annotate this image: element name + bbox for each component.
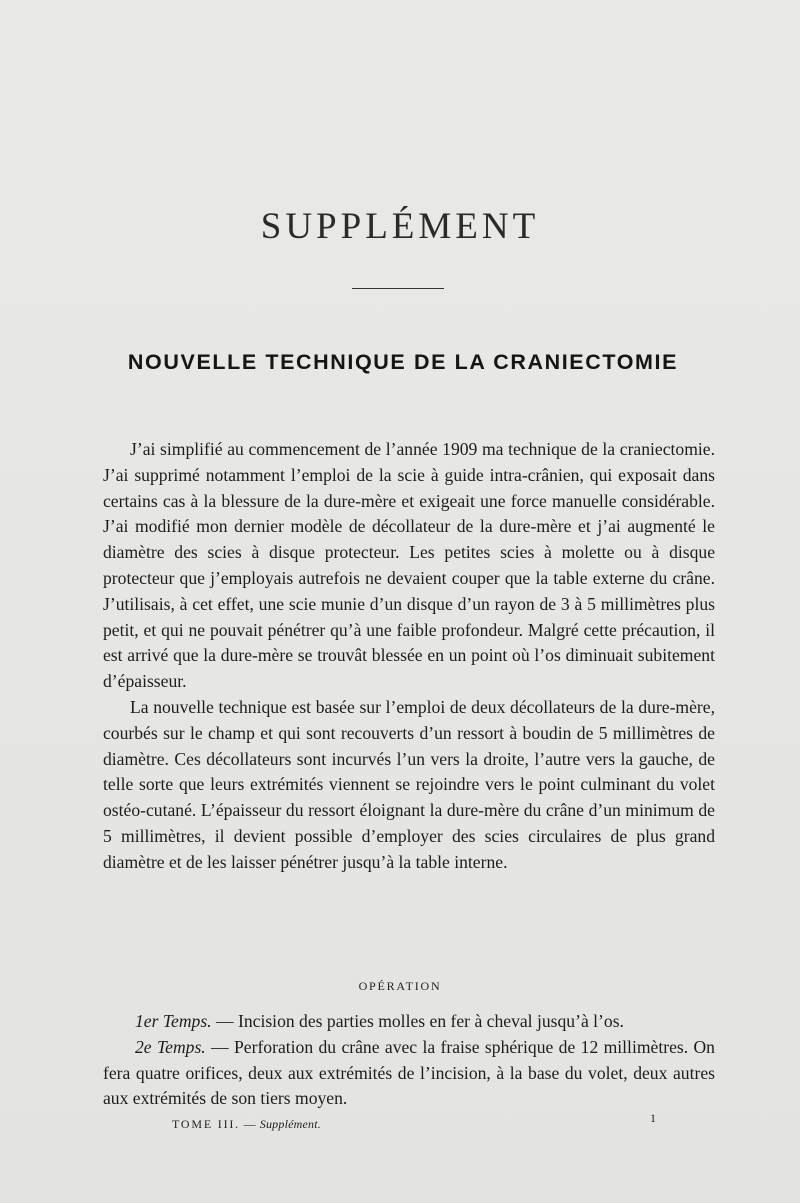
step-label: 2e Temps. [135,1036,206,1057]
title-rule [352,288,444,289]
footer-volume: TOME III. [172,1117,240,1131]
operation-steps [103,1009,715,1112]
body-text [103,437,715,876]
page-number: 1 [650,1111,656,1125]
paragraph: La nouvelle technique est basée sur l’emploi de deux décollateurs de la dure-mère, courbés sur le champ et qui sont recouverts d’un ressort à boudin de 5 millimètres de diamètre. Ces décollateurs sont incurvés l’un vers la droite, l’autre vers la gauche, de telle sorte que leurs extrémités viennent se rejoindre vers le point culminant du volet ostéo-cutané. L’épaisseur du ressort éloignant la dure-mère du crâne d’un minimum de 5 millimètres, il devient possible d’employer des scies circulaires de plus grand diamètre et de les laisser pénétrer jusqu’à la table interne. [103,696,715,872]
section-heading: NOUVELLE TECHNIQUE DE LA CRANIECTOMIE [127,350,679,374]
step-item [103,1035,715,1112]
page-footer [172,1117,321,1132]
step-text: — Perforation du crâne avec la fraise sphérique de 12 millimètres. On fera quatre orifices, deux aux extrémités de l’incision, à la base du volet, deux autres aux extrémités de son tiers moyen. [103,1036,715,1109]
step-item [103,1009,715,1035]
footer-dash: — [239,1117,260,1131]
step-label: 1er Temps. [135,1011,212,1031]
step-text: — Incision des parties molles en fer à cheval jusqu’à l’os. [215,1011,624,1031]
page-title: SUPPLÉMENT [260,206,540,247]
paragraph: J’ai simplifié au commencement de l’année 1909 ma technique de la craniectomie. J’ai supprimé notamment l’emploi de la scie à guide intra-crânien, qui exposait dans certains cas à la blessure de la dure-mère et exigeait une force manuelle considérable. J’ai modifié mon dernier modèle de décollateur de la dure-mère et j’ai augmenté le diamètre des scies à disque protecteur. Les petites scies à molette ou à disque protecteur que j’employais autrefois ne devaient couper que la table externe du crâne. J’utilisais, à cet effet, une scie munie d’un disque d’un rayon de 3 à 5 millimètres plus petit, et qui ne pouvait pénétrer qu’à une faible profondeur. Malgré cette précaution, il est arrivé que la dure-mère se trouvât blessée en un point où l’os diminuait subitement d’épaisseur. [103,439,715,692]
footer-section: Supplément. [259,1117,321,1131]
operation-subheading: OPÉRATION [358,979,442,993]
